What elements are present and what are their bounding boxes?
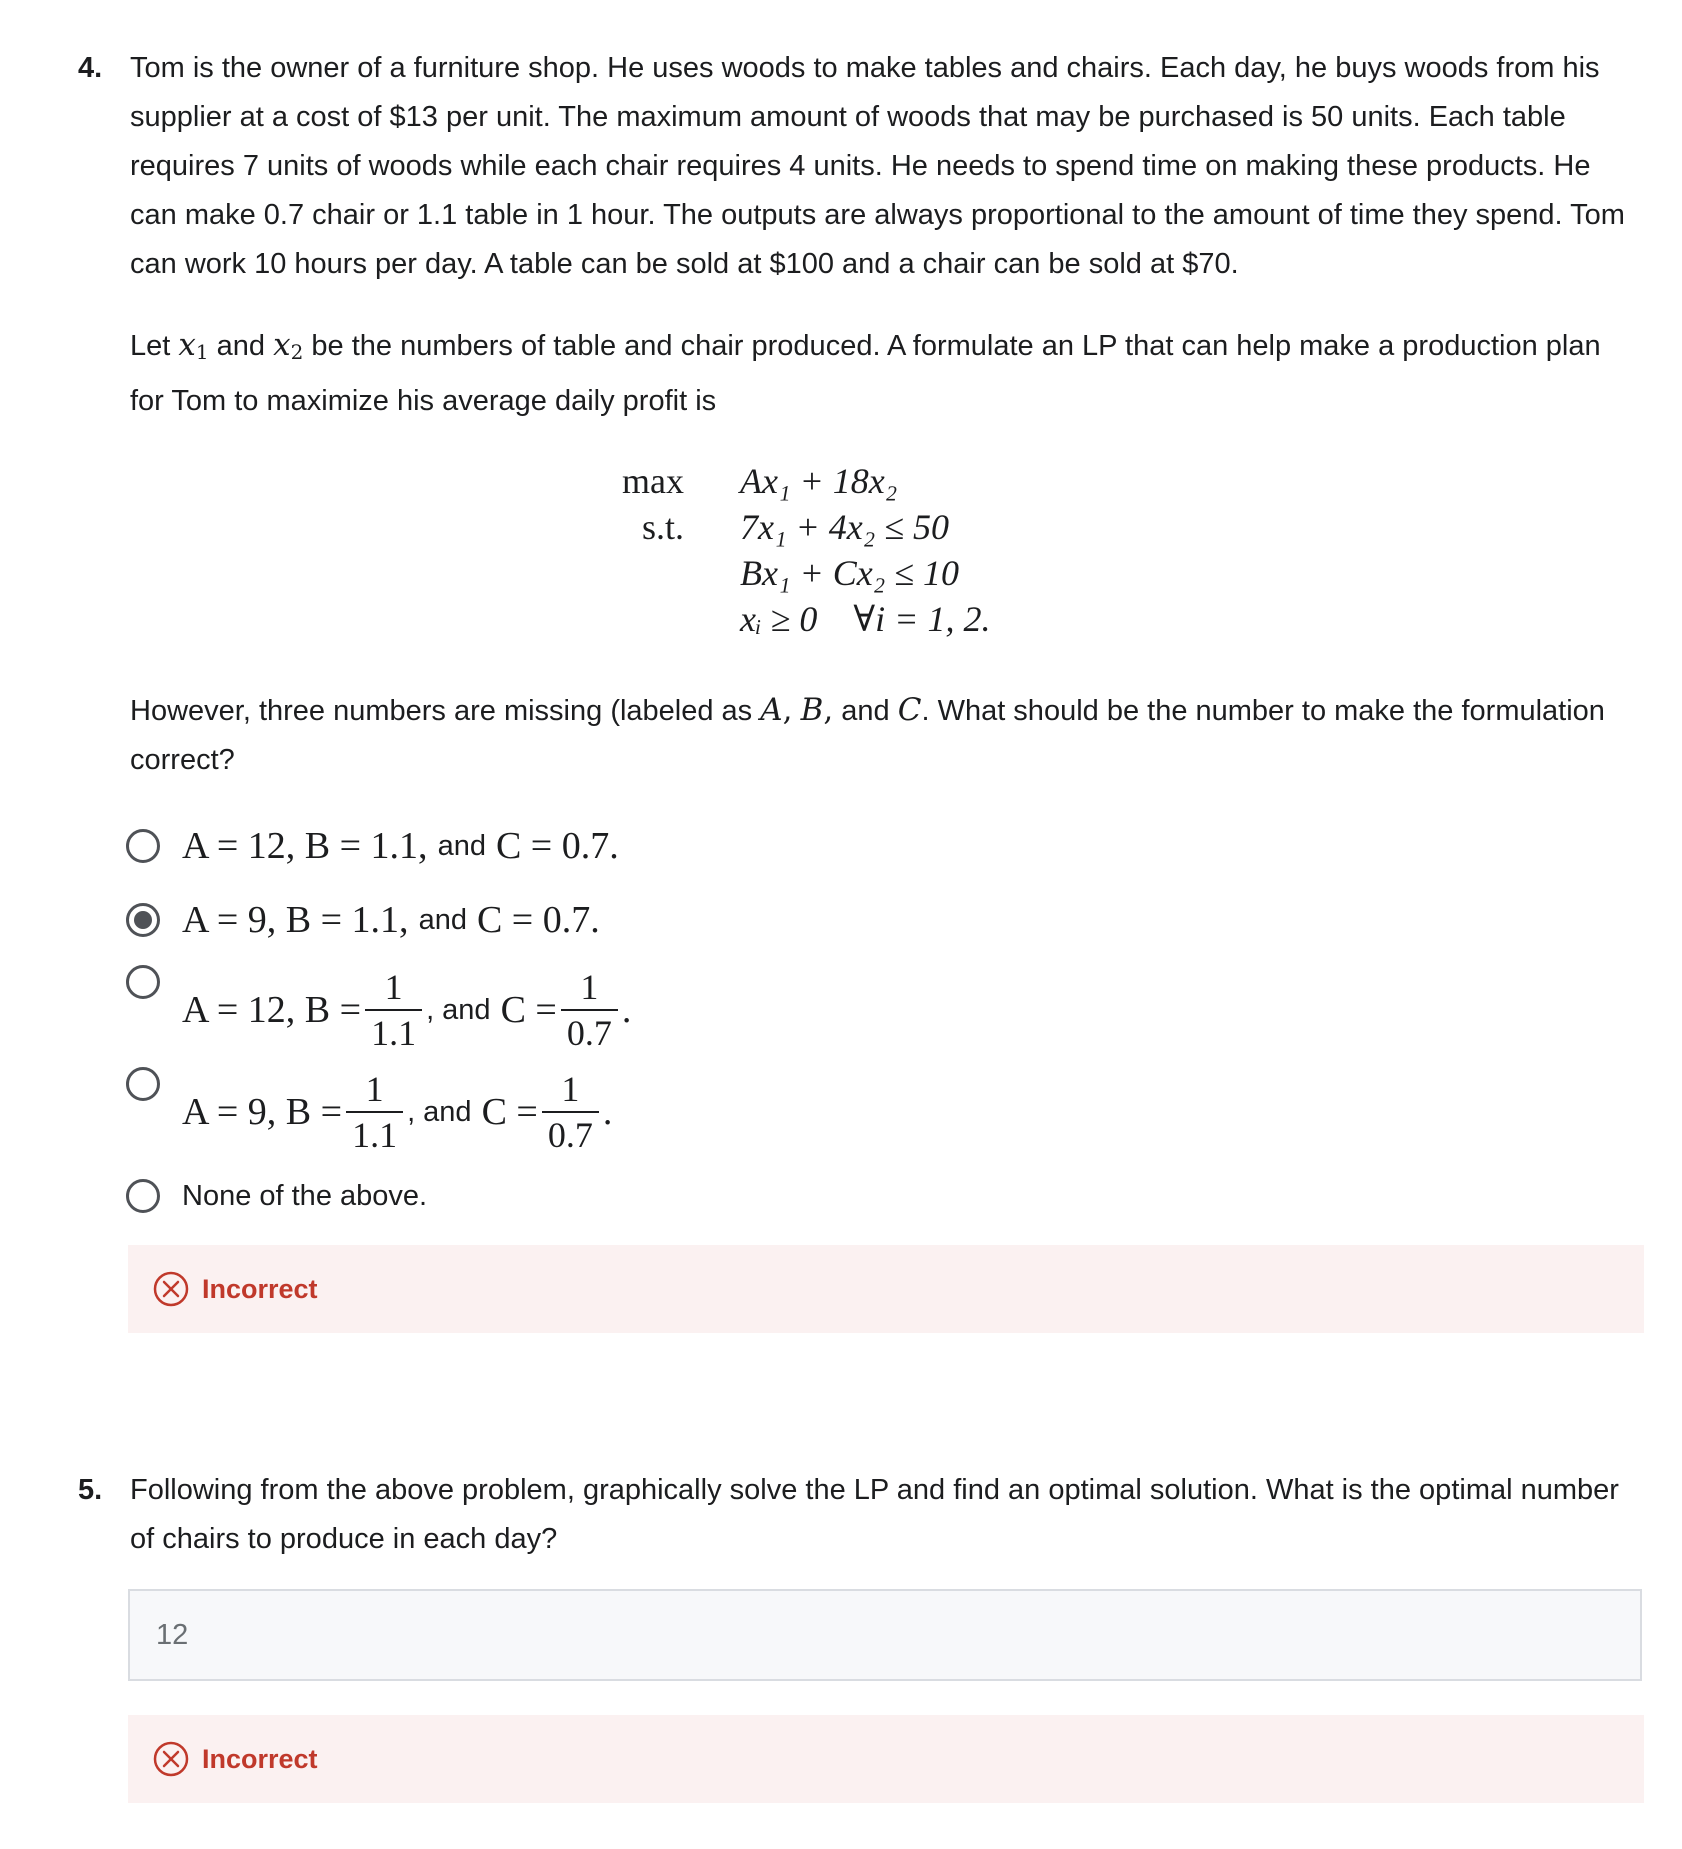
error-circle-icon xyxy=(152,1270,190,1308)
lp-st: s.t. xyxy=(641,507,684,547)
answer-input[interactable]: 12 xyxy=(128,1589,1642,1681)
var-x2: $x_2$ xyxy=(273,327,304,364)
option-label: A = 9, B = $\frac{1}{1.1}$ , and C = $\frac{1}{0.7}$ . xyxy=(182,1069,613,1155)
lp-constraint-3: xᵢ ≥ 0 ∀i = 1, 2. xyxy=(740,599,991,639)
radio-button-selected[interactable] xyxy=(126,903,160,937)
question-let xyxy=(130,321,1642,426)
lp-objective-row xyxy=(600,458,990,504)
lp-constraint-2: Bx₁ + Cx₂ ≤ 10 xyxy=(740,553,960,593)
error-circle-icon xyxy=(152,1740,190,1778)
fraction: $\frac{1}{0.7}$ xyxy=(561,967,618,1053)
radio-button[interactable] xyxy=(126,829,160,863)
lp-objective: Ax₁ + 18x₂ xyxy=(740,461,898,501)
missing-prompt: However, three numbers are missing (labeled as A, B, and C. What should be the number to make the formulation correct? xyxy=(130,692,1605,776)
radio-button[interactable] xyxy=(126,1067,160,1101)
option-1[interactable] xyxy=(126,824,619,868)
radio-button[interactable] xyxy=(126,965,160,999)
option-label: A = 12, B = 1.1, and C = 0.7. xyxy=(182,825,619,867)
feedback-text: Incorrect xyxy=(202,1273,318,1304)
question-number: 5. xyxy=(78,1474,103,1506)
fraction: $\frac{1}{1.1}$ xyxy=(365,967,422,1053)
question-body xyxy=(130,44,1642,426)
option-2[interactable] xyxy=(126,898,600,942)
let-and: and xyxy=(216,330,266,362)
option-label: None of the above. xyxy=(182,1179,428,1212)
question-stem: Tom is the owner of a furniture shop. He uses woods to make tables and chairs. Each day, he buys woods from his supplier at a cost of $13 per unit. The maximum amount of woods that may be purchased is 50 units. Each table requires 7 units of woods while each chair requires 4 units. He needs to spend time on making these products. He can make 0.7 chair or 1.1 table in 1 hour. The outputs are always proportional to the amount of time they spend. Tom can work 10 hours per day. A table can be sold at $100 and a chair can be sold at $70. xyxy=(130,52,1625,280)
fraction: $\frac{1}{0.7}$ xyxy=(542,1069,599,1155)
fraction: $\frac{1}{1.1}$ xyxy=(346,1069,403,1155)
feedback-incorrect xyxy=(128,1715,1644,1803)
lp-max: max xyxy=(622,461,684,501)
lp-constraint-1: 7x₁ + 4x₂ ≤ 50 xyxy=(740,507,950,547)
option-5[interactable] xyxy=(126,1179,427,1213)
radio-button[interactable] xyxy=(126,1179,160,1213)
question-stem: Following from the above problem, graphically solve the LP and find an optimal solution. What is the optimal number of chairs to produce in each day? xyxy=(130,1474,1619,1555)
question-body xyxy=(130,1466,1642,1564)
let-rest: be the numbers of table and chair produced. A formulate an LP that can help make a production plan for Tom to maximize his average daily profit is xyxy=(130,330,1601,417)
option-3[interactable] xyxy=(126,965,631,1053)
option-label: A = 9, B = 1.1, and C = 0.7. xyxy=(182,899,600,941)
var-x1: $x_1$ xyxy=(178,327,209,364)
feedback-text: Incorrect xyxy=(202,1743,318,1774)
lp-constraint-row xyxy=(600,596,990,642)
feedback-incorrect xyxy=(128,1245,1644,1333)
option-4[interactable] xyxy=(126,1067,612,1155)
option-label: A = 12, B = $\frac{1}{1.1}$ , and C = $\frac{1}{0.7}$ . xyxy=(182,967,632,1053)
question-number: 4. xyxy=(78,52,103,84)
lp-constraint-row xyxy=(600,504,990,550)
lp-constraint-row xyxy=(600,550,990,596)
lp-formulation xyxy=(600,458,990,642)
let-prefix: Let xyxy=(130,330,171,362)
